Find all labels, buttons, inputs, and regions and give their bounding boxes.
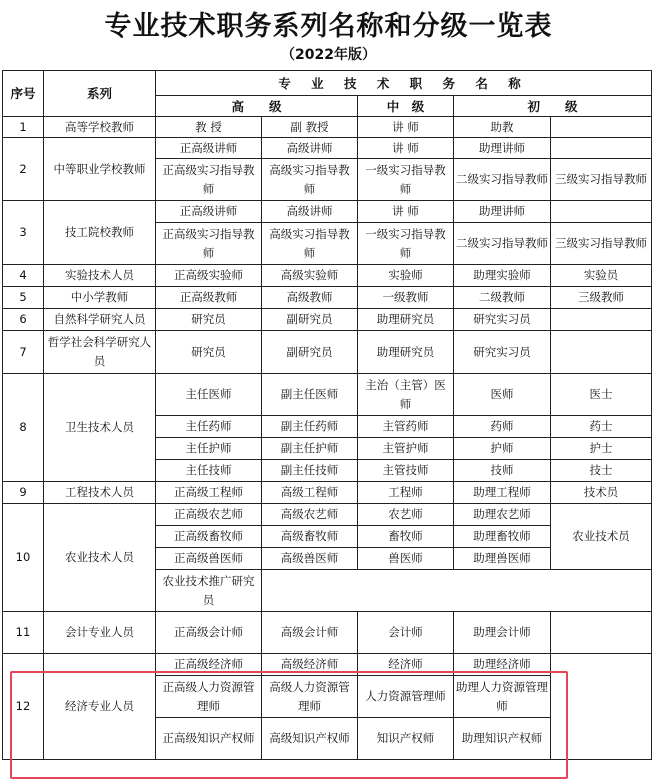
title-cell: 副主任医师 xyxy=(262,374,358,416)
title-cell xyxy=(551,612,652,654)
table-row xyxy=(3,482,652,504)
title-cell: 主治（主管）医师 xyxy=(358,374,454,416)
title-cell: 高级农艺师 xyxy=(262,504,358,526)
row-number: 4 xyxy=(3,265,44,287)
title-cell: 正高级讲师 xyxy=(156,138,262,159)
title-cell: 农业技术推广研究员 xyxy=(156,570,262,612)
title-cell: 高级教师 xyxy=(262,287,358,309)
title-cell: 二级实习指导教师 xyxy=(454,223,551,265)
series-name: 技工院校教师 xyxy=(44,201,156,265)
title-cell: 知识产权师 xyxy=(358,718,454,760)
row-number: 2 xyxy=(3,138,44,201)
title-cell: 助理研究员 xyxy=(358,331,454,374)
header-senior: 高 级 xyxy=(156,96,358,117)
title-cell: 助理会计师 xyxy=(454,612,551,654)
row-number: 1 xyxy=(3,117,44,138)
table-row xyxy=(3,287,652,309)
series-name: 高等学校教师 xyxy=(44,117,156,138)
title-cell: 主任医师 xyxy=(156,374,262,416)
row-number: 7 xyxy=(3,331,44,374)
title-cell: 正高级会计师 xyxy=(156,612,262,654)
header-title-group: 专 业 技 术 职 务 名 称 xyxy=(156,71,652,96)
title-cell: 高级会计师 xyxy=(262,612,358,654)
title-cell xyxy=(551,654,652,760)
title-cell: 助教 xyxy=(454,117,551,138)
title-cell: 研究实习员 xyxy=(454,331,551,374)
title-cell: 二级教师 xyxy=(454,287,551,309)
header-seq: 序号 xyxy=(3,71,44,117)
title-cell: 药士 xyxy=(551,416,652,438)
title-cell: 三级实习指导教师 xyxy=(551,159,652,201)
table-row xyxy=(3,374,652,416)
series-name: 农业技术人员 xyxy=(44,504,156,612)
title-cell: 农业技术员 xyxy=(551,504,652,570)
title-cell: 正高级讲师 xyxy=(156,201,262,223)
title-cell xyxy=(551,117,652,138)
table-row xyxy=(3,331,652,374)
title-cell: 高级实习指导教师 xyxy=(262,159,358,201)
table-row xyxy=(3,201,652,223)
title-cell: 高级知识产权师 xyxy=(262,718,358,760)
series-name: 工程技术人员 xyxy=(44,482,156,504)
title-cell: 正高级实验师 xyxy=(156,265,262,287)
title-cell: 高级实习指导教师 xyxy=(262,223,358,265)
title-cell: 工程师 xyxy=(358,482,454,504)
title-cell xyxy=(551,331,652,374)
table-row xyxy=(3,654,652,676)
title-cell: 医师 xyxy=(454,374,551,416)
series-name: 哲学社会科学研究人员 xyxy=(44,331,156,374)
title-cell: 主任护师 xyxy=(156,438,262,460)
table-row xyxy=(3,265,652,287)
title-cell: 护士 xyxy=(551,438,652,460)
title-cell: 实验师 xyxy=(358,265,454,287)
title-cell: 研究员 xyxy=(156,309,262,331)
title-cell xyxy=(551,201,652,223)
title-cell: 助理实验师 xyxy=(454,265,551,287)
title-cell: 助理研究员 xyxy=(358,309,454,331)
table-row xyxy=(3,612,652,654)
title-cell: 主管护师 xyxy=(358,438,454,460)
title-cell: 副研究员 xyxy=(262,331,358,374)
title-cell: 高级经济师 xyxy=(262,654,358,676)
title-cell: 讲 师 xyxy=(358,201,454,223)
title-cell: 一级实习指导教师 xyxy=(358,159,454,201)
title-cell: 助理畜牧师 xyxy=(454,526,551,548)
title-cell: 技师 xyxy=(454,460,551,482)
title-cell: 技术员 xyxy=(551,482,652,504)
row-number: 10 xyxy=(3,504,44,612)
title-cell: 副主任护师 xyxy=(262,438,358,460)
series-name: 卫生技术人员 xyxy=(44,374,156,482)
row-number: 3 xyxy=(3,201,44,265)
series-name: 自然科学研究人员 xyxy=(44,309,156,331)
header-junior: 初 级 xyxy=(454,96,652,117)
title-cell: 研究员 xyxy=(156,331,262,374)
row-number: 12 xyxy=(3,654,44,760)
title-cell: 主管药师 xyxy=(358,416,454,438)
header-row xyxy=(3,71,652,96)
title-cell: 主任技师 xyxy=(156,460,262,482)
title-cell: 畜牧师 xyxy=(358,526,454,548)
page-subtitle: （2022年版） xyxy=(281,47,376,63)
title-cell: 副 教授 xyxy=(262,117,358,138)
table-row xyxy=(3,309,652,331)
title-cell: 主管技师 xyxy=(358,460,454,482)
row-number: 5 xyxy=(3,287,44,309)
title-cell: 助理经济师 xyxy=(454,654,551,676)
table-row xyxy=(3,504,652,526)
title-cell: 正高级实习指导教师 xyxy=(156,223,262,265)
empty-cell xyxy=(262,570,652,612)
title-cell: 人力资源管理师 xyxy=(358,676,454,718)
title-cell: 医士 xyxy=(551,374,652,416)
title-cell: 讲 师 xyxy=(358,138,454,159)
title-cell: 助理讲师 xyxy=(454,138,551,159)
series-name: 中等职业学校教师 xyxy=(44,138,156,201)
title-cell: 助理人力资源管理师 xyxy=(454,676,551,718)
title-cell: 助理工程师 xyxy=(454,482,551,504)
title-cell xyxy=(551,309,652,331)
title-cell: 高级兽医师 xyxy=(262,548,358,570)
title-cell: 副研究员 xyxy=(262,309,358,331)
title-cell: 高级畜牧师 xyxy=(262,526,358,548)
title-cell: 正高级经济师 xyxy=(156,654,262,676)
title-cell: 高级人力资源管理师 xyxy=(262,676,358,718)
series-name: 会计专业人员 xyxy=(44,612,156,654)
title-cell: 正高级畜牧师 xyxy=(156,526,262,548)
title-cell: 研究实习员 xyxy=(454,309,551,331)
title-cell: 高级讲师 xyxy=(262,201,358,223)
title-cell: 助理兽医师 xyxy=(454,548,551,570)
table-row xyxy=(3,138,652,159)
title-cell: 正高级兽医师 xyxy=(156,548,262,570)
header-middle: 中 级 xyxy=(358,96,454,117)
title-cell: 兽医师 xyxy=(358,548,454,570)
title-cell: 二级实习指导教师 xyxy=(454,159,551,201)
series-name: 实验技术人员 xyxy=(44,265,156,287)
title-cell: 高级实验师 xyxy=(262,265,358,287)
title-cell: 正高级工程师 xyxy=(156,482,262,504)
title-cell: 正高级农艺师 xyxy=(156,504,262,526)
series-name: 经济专业人员 xyxy=(44,654,156,760)
title-cell: 助理农艺师 xyxy=(454,504,551,526)
title-cell: 副主任技师 xyxy=(262,460,358,482)
row-number: 8 xyxy=(3,374,44,482)
title-cell: 护师 xyxy=(454,438,551,460)
title-cell: 助理讲师 xyxy=(454,201,551,223)
page-title: 专业技术职务系列名称和分级一览表 xyxy=(104,11,553,42)
row-number: 9 xyxy=(3,482,44,504)
title-cell: 农艺师 xyxy=(358,504,454,526)
title-cell: 高级工程师 xyxy=(262,482,358,504)
title-cell: 助理知识产权师 xyxy=(454,718,551,760)
title-cell: 三级实习指导教师 xyxy=(551,223,652,265)
title-cell: 副主任药师 xyxy=(262,416,358,438)
header-series: 系列 xyxy=(44,71,156,117)
series-name: 中小学教师 xyxy=(44,287,156,309)
title-cell: 三级教师 xyxy=(551,287,652,309)
title-cell: 正高级知识产权师 xyxy=(156,718,262,760)
title-cell: 高级讲师 xyxy=(262,138,358,159)
title-cell: 正高级教师 xyxy=(156,287,262,309)
title-cell: 一级实习指导教师 xyxy=(358,223,454,265)
title-cell: 会计师 xyxy=(358,612,454,654)
row-number: 6 xyxy=(3,309,44,331)
title-cell: 教 授 xyxy=(156,117,262,138)
title-classification-table xyxy=(2,70,652,760)
title-cell xyxy=(551,138,652,159)
table-row xyxy=(3,117,652,138)
title-cell: 技士 xyxy=(551,460,652,482)
title-cell: 正高级人力资源管理师 xyxy=(156,676,262,718)
title-cell: 正高级实习指导教师 xyxy=(156,159,262,201)
title-cell: 药师 xyxy=(454,416,551,438)
title-cell: 主任药师 xyxy=(156,416,262,438)
title-cell: 实验员 xyxy=(551,265,652,287)
title-cell: 经济师 xyxy=(358,654,454,676)
row-number: 11 xyxy=(3,612,44,654)
title-cell: 一级教师 xyxy=(358,287,454,309)
title-cell: 讲 师 xyxy=(358,117,454,138)
